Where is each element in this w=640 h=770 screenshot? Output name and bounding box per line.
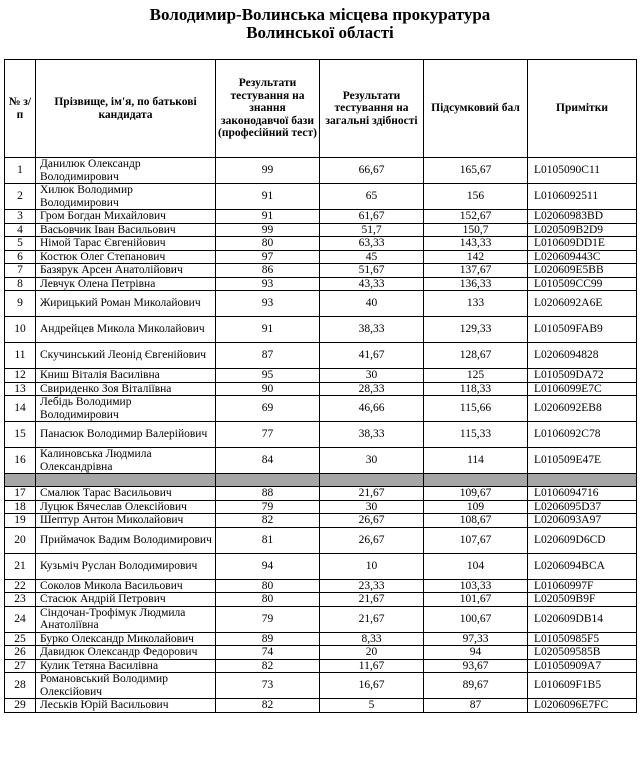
header-law-test: Результати тестування на знання законодавчої бази (професійний тест) bbox=[216, 60, 320, 158]
note-code: L020509B9F bbox=[528, 593, 637, 607]
table-row bbox=[5, 659, 637, 673]
candidate-name: Сіндочан-Трофімук Людмила Анатоліївна bbox=[36, 606, 216, 632]
ability-test-score: 21,67 bbox=[320, 606, 424, 632]
table-row bbox=[5, 158, 637, 184]
table-row bbox=[5, 343, 637, 369]
total-score: 128,67 bbox=[424, 343, 528, 369]
law-test-score: 82 bbox=[216, 514, 320, 528]
ability-test-score: 65 bbox=[320, 184, 424, 210]
table-row bbox=[5, 487, 637, 501]
law-test-score: 97 bbox=[216, 250, 320, 264]
table-row bbox=[5, 579, 637, 593]
table-row bbox=[5, 237, 637, 251]
law-test-score: 99 bbox=[216, 223, 320, 237]
row-number: 18 bbox=[5, 500, 36, 514]
ability-test-score: 16,67 bbox=[320, 673, 424, 699]
separator-cell bbox=[528, 474, 637, 487]
total-score: 93,67 bbox=[424, 659, 528, 673]
row-number: 8 bbox=[5, 277, 36, 291]
total-score: 136,33 bbox=[424, 277, 528, 291]
table-row bbox=[5, 277, 637, 291]
candidate-name: Леськів Юрій Васильович bbox=[36, 699, 216, 713]
separator-cell bbox=[320, 474, 424, 487]
ability-test-score: 21,67 bbox=[320, 593, 424, 607]
table-row bbox=[5, 317, 637, 343]
total-score: 142 bbox=[424, 250, 528, 264]
candidate-name: Приймачок Вадим Володимирович bbox=[36, 527, 216, 553]
row-number: 7 bbox=[5, 264, 36, 278]
title-line-2: Волинської області bbox=[246, 23, 394, 42]
row-number: 29 bbox=[5, 699, 36, 713]
note-code: L010609DD1E bbox=[528, 237, 637, 251]
row-number: 21 bbox=[5, 553, 36, 579]
table-row bbox=[5, 593, 637, 607]
total-score: 89,67 bbox=[424, 673, 528, 699]
row-number: 12 bbox=[5, 369, 36, 383]
law-test-score: 69 bbox=[216, 396, 320, 422]
ability-test-score: 38,33 bbox=[320, 317, 424, 343]
note-code: L0206092A6E bbox=[528, 291, 637, 317]
total-score: 114 bbox=[424, 448, 528, 474]
row-number: 25 bbox=[5, 632, 36, 646]
ability-test-score: 10 bbox=[320, 553, 424, 579]
law-test-score: 80 bbox=[216, 593, 320, 607]
note-code: L0106092511 bbox=[528, 184, 637, 210]
total-score: 115,33 bbox=[424, 422, 528, 448]
title-line-1: Володимир-Волинська місцева прокуратура bbox=[149, 5, 491, 24]
total-score: 101,67 bbox=[424, 593, 528, 607]
row-number: 22 bbox=[5, 579, 36, 593]
row-number: 14 bbox=[5, 396, 36, 422]
row-number: 5 bbox=[5, 237, 36, 251]
law-test-score: 95 bbox=[216, 369, 320, 383]
table-row bbox=[5, 250, 637, 264]
note-code: L0206093A97 bbox=[528, 514, 637, 528]
row-number: 2 bbox=[5, 184, 36, 210]
header-num: № з/п bbox=[5, 60, 36, 158]
total-score: 103,33 bbox=[424, 579, 528, 593]
table-row bbox=[5, 514, 637, 528]
note-code: L0106094716 bbox=[528, 487, 637, 501]
table-row bbox=[5, 448, 637, 474]
row-number: 9 bbox=[5, 291, 36, 317]
row-number: 20 bbox=[5, 527, 36, 553]
table-row bbox=[5, 527, 637, 553]
row-number: 6 bbox=[5, 250, 36, 264]
table-row bbox=[5, 210, 637, 224]
row-number: 1 bbox=[5, 158, 36, 184]
table-header-row bbox=[5, 60, 637, 158]
total-score: 165,67 bbox=[424, 158, 528, 184]
note-code: L01060997F bbox=[528, 579, 637, 593]
ability-test-score: 46,66 bbox=[320, 396, 424, 422]
note-code: L0106092C78 bbox=[528, 422, 637, 448]
candidate-name: Соколов Микола Васильович bbox=[36, 579, 216, 593]
total-score: 118,33 bbox=[424, 382, 528, 396]
ability-test-score: 30 bbox=[320, 448, 424, 474]
ability-test-score: 51,67 bbox=[320, 264, 424, 278]
candidate-name: Німой Тарас Євгенійович bbox=[36, 237, 216, 251]
ability-test-score: 38,33 bbox=[320, 422, 424, 448]
header-ability-test: Результати тестування на загальні здібності bbox=[320, 60, 424, 158]
total-score: 109,67 bbox=[424, 487, 528, 501]
law-test-score: 86 bbox=[216, 264, 320, 278]
candidate-name: Жирицький Роман Миколайович bbox=[36, 291, 216, 317]
row-number: 10 bbox=[5, 317, 36, 343]
ability-test-score: 45 bbox=[320, 250, 424, 264]
total-score: 125 bbox=[424, 369, 528, 383]
total-score: 152,67 bbox=[424, 210, 528, 224]
row-number: 3 bbox=[5, 210, 36, 224]
ability-test-score: 41,67 bbox=[320, 343, 424, 369]
note-code: L020609D6CD bbox=[528, 527, 637, 553]
row-number: 15 bbox=[5, 422, 36, 448]
law-test-score: 93 bbox=[216, 291, 320, 317]
header-name: Прізвище, ім'я, по батькові кандидата bbox=[36, 60, 216, 158]
total-score: 109 bbox=[424, 500, 528, 514]
law-test-score: 87 bbox=[216, 343, 320, 369]
candidate-name: Лебідь Володимир Володимирович bbox=[36, 396, 216, 422]
total-score: 150,7 bbox=[424, 223, 528, 237]
candidate-name: Калиновська Людмила Олександрівна bbox=[36, 448, 216, 474]
table-row bbox=[5, 673, 637, 699]
note-code: L0206094BCA bbox=[528, 553, 637, 579]
ability-test-score: 11,67 bbox=[320, 659, 424, 673]
total-score: 115,66 bbox=[424, 396, 528, 422]
header-total: Підсумковий бал bbox=[424, 60, 528, 158]
ability-test-score: 21,67 bbox=[320, 487, 424, 501]
table-row bbox=[5, 500, 637, 514]
note-code: L0206095D37 bbox=[528, 500, 637, 514]
row-number: 24 bbox=[5, 606, 36, 632]
row-number: 23 bbox=[5, 593, 36, 607]
law-test-score: 80 bbox=[216, 579, 320, 593]
table-row bbox=[5, 699, 637, 713]
law-test-score: 91 bbox=[216, 210, 320, 224]
candidate-name: Кузьміч Руслан Володимирович bbox=[36, 553, 216, 579]
total-score: 104 bbox=[424, 553, 528, 579]
row-number: 27 bbox=[5, 659, 36, 673]
header-notes: Примітки bbox=[528, 60, 637, 158]
total-score: 94 bbox=[424, 646, 528, 660]
candidate-name: Хилюк Володимир Володимирович bbox=[36, 184, 216, 210]
ability-test-score: 26,67 bbox=[320, 514, 424, 528]
results-table bbox=[4, 59, 637, 713]
law-test-score: 74 bbox=[216, 646, 320, 660]
law-test-score: 77 bbox=[216, 422, 320, 448]
ability-test-score: 63,33 bbox=[320, 237, 424, 251]
ability-test-score: 51,7 bbox=[320, 223, 424, 237]
table-row bbox=[5, 382, 637, 396]
law-test-score: 89 bbox=[216, 632, 320, 646]
table-row bbox=[5, 422, 637, 448]
table-row bbox=[5, 646, 637, 660]
note-code: L010509FAB9 bbox=[528, 317, 637, 343]
ability-test-score: 23,33 bbox=[320, 579, 424, 593]
ability-test-score: 8,33 bbox=[320, 632, 424, 646]
row-number: 19 bbox=[5, 514, 36, 528]
note-code: L020609443C bbox=[528, 250, 637, 264]
total-score: 97,33 bbox=[424, 632, 528, 646]
table-row bbox=[5, 184, 637, 210]
law-test-score: 88 bbox=[216, 487, 320, 501]
candidate-name: Базярук Арсен Анатолійович bbox=[36, 264, 216, 278]
candidate-name: Кулик Тетяна Василівна bbox=[36, 659, 216, 673]
note-code: L0206094828 bbox=[528, 343, 637, 369]
candidate-name: Скучинський Леонід Євгенійович bbox=[36, 343, 216, 369]
candidate-name: Луцюк Вячеслав Олексійович bbox=[36, 500, 216, 514]
ability-test-score: 61,67 bbox=[320, 210, 424, 224]
document-title bbox=[0, 0, 640, 42]
note-code: L020509585B bbox=[528, 646, 637, 660]
note-code: L0206092EB8 bbox=[528, 396, 637, 422]
law-test-score: 90 bbox=[216, 382, 320, 396]
note-code: L01050909A7 bbox=[528, 659, 637, 673]
law-test-score: 79 bbox=[216, 500, 320, 514]
ability-test-score: 40 bbox=[320, 291, 424, 317]
candidate-name: Романовський Володимир Олексійович bbox=[36, 673, 216, 699]
candidate-name: Андрейцев Микола Миколайович bbox=[36, 317, 216, 343]
candidate-name: Бурко Олександр Миколайович bbox=[36, 632, 216, 646]
ability-test-score: 28,33 bbox=[320, 382, 424, 396]
note-code: L0105090C11 bbox=[528, 158, 637, 184]
law-test-score: 84 bbox=[216, 448, 320, 474]
table-row bbox=[5, 396, 637, 422]
row-number: 28 bbox=[5, 673, 36, 699]
law-test-score: 82 bbox=[216, 699, 320, 713]
ability-test-score: 5 bbox=[320, 699, 424, 713]
ability-test-score: 43,33 bbox=[320, 277, 424, 291]
separator-cell bbox=[216, 474, 320, 487]
ability-test-score: 30 bbox=[320, 500, 424, 514]
ability-test-score: 26,67 bbox=[320, 527, 424, 553]
table-row bbox=[5, 223, 637, 237]
law-test-score: 81 bbox=[216, 527, 320, 553]
note-code: L0106099E7C bbox=[528, 382, 637, 396]
law-test-score: 79 bbox=[216, 606, 320, 632]
candidate-name: Книш Віталія Василівна bbox=[36, 369, 216, 383]
total-score: 87 bbox=[424, 699, 528, 713]
separator-cell bbox=[36, 474, 216, 487]
row-number: 4 bbox=[5, 223, 36, 237]
note-code: L0206096E7FC bbox=[528, 699, 637, 713]
candidate-name: Шептур Антон Миколайович bbox=[36, 514, 216, 528]
note-code: L01050985F5 bbox=[528, 632, 637, 646]
row-number: 11 bbox=[5, 343, 36, 369]
law-test-score: 94 bbox=[216, 553, 320, 579]
law-test-score: 91 bbox=[216, 184, 320, 210]
total-score: 133 bbox=[424, 291, 528, 317]
law-test-score: 93 bbox=[216, 277, 320, 291]
note-code: L010609F1B5 bbox=[528, 673, 637, 699]
law-test-score: 80 bbox=[216, 237, 320, 251]
note-code: L02060983BD bbox=[528, 210, 637, 224]
table-row bbox=[5, 553, 637, 579]
table-row bbox=[5, 369, 637, 383]
row-number: 16 bbox=[5, 448, 36, 474]
row-number: 17 bbox=[5, 487, 36, 501]
total-score: 108,67 bbox=[424, 514, 528, 528]
law-test-score: 82 bbox=[216, 659, 320, 673]
candidate-name: Васьовчик Іван Васильович bbox=[36, 223, 216, 237]
note-code: L020609DB14 bbox=[528, 606, 637, 632]
candidate-name: Панасюк Володимир Валерійович bbox=[36, 422, 216, 448]
table-row bbox=[5, 632, 637, 646]
candidate-name: Свириденко Зоя Віталіївна bbox=[36, 382, 216, 396]
candidate-name: Стасюк Андрій Петрович bbox=[36, 593, 216, 607]
row-number: 26 bbox=[5, 646, 36, 660]
ability-test-score: 30 bbox=[320, 369, 424, 383]
candidate-name: Гром Богдан Михайлович bbox=[36, 210, 216, 224]
total-score: 137,67 bbox=[424, 264, 528, 278]
candidate-name: Костюк Олег Степанович bbox=[36, 250, 216, 264]
total-score: 129,33 bbox=[424, 317, 528, 343]
total-score: 143,33 bbox=[424, 237, 528, 251]
note-code: L010509E47E bbox=[528, 448, 637, 474]
note-code: L010509CC99 bbox=[528, 277, 637, 291]
note-code: L010509DA72 bbox=[528, 369, 637, 383]
separator-row bbox=[5, 474, 637, 487]
candidate-name: Левчук Олена Петрівна bbox=[36, 277, 216, 291]
row-number: 13 bbox=[5, 382, 36, 396]
note-code: L020509B2D9 bbox=[528, 223, 637, 237]
table-row bbox=[5, 606, 637, 632]
candidate-name: Давидюк Олександр Федорович bbox=[36, 646, 216, 660]
ability-test-score: 66,67 bbox=[320, 158, 424, 184]
table-row bbox=[5, 291, 637, 317]
candidate-name: Смалюк Тарас Васильович bbox=[36, 487, 216, 501]
separator-cell bbox=[424, 474, 528, 487]
note-code: L020609E5BB bbox=[528, 264, 637, 278]
law-test-score: 99 bbox=[216, 158, 320, 184]
law-test-score: 73 bbox=[216, 673, 320, 699]
total-score: 100,67 bbox=[424, 606, 528, 632]
total-score: 107,67 bbox=[424, 527, 528, 553]
total-score: 156 bbox=[424, 184, 528, 210]
ability-test-score: 20 bbox=[320, 646, 424, 660]
candidate-name: Данилюк Олександр Володимирович bbox=[36, 158, 216, 184]
separator-cell bbox=[5, 474, 36, 487]
table-row bbox=[5, 264, 637, 278]
law-test-score: 91 bbox=[216, 317, 320, 343]
